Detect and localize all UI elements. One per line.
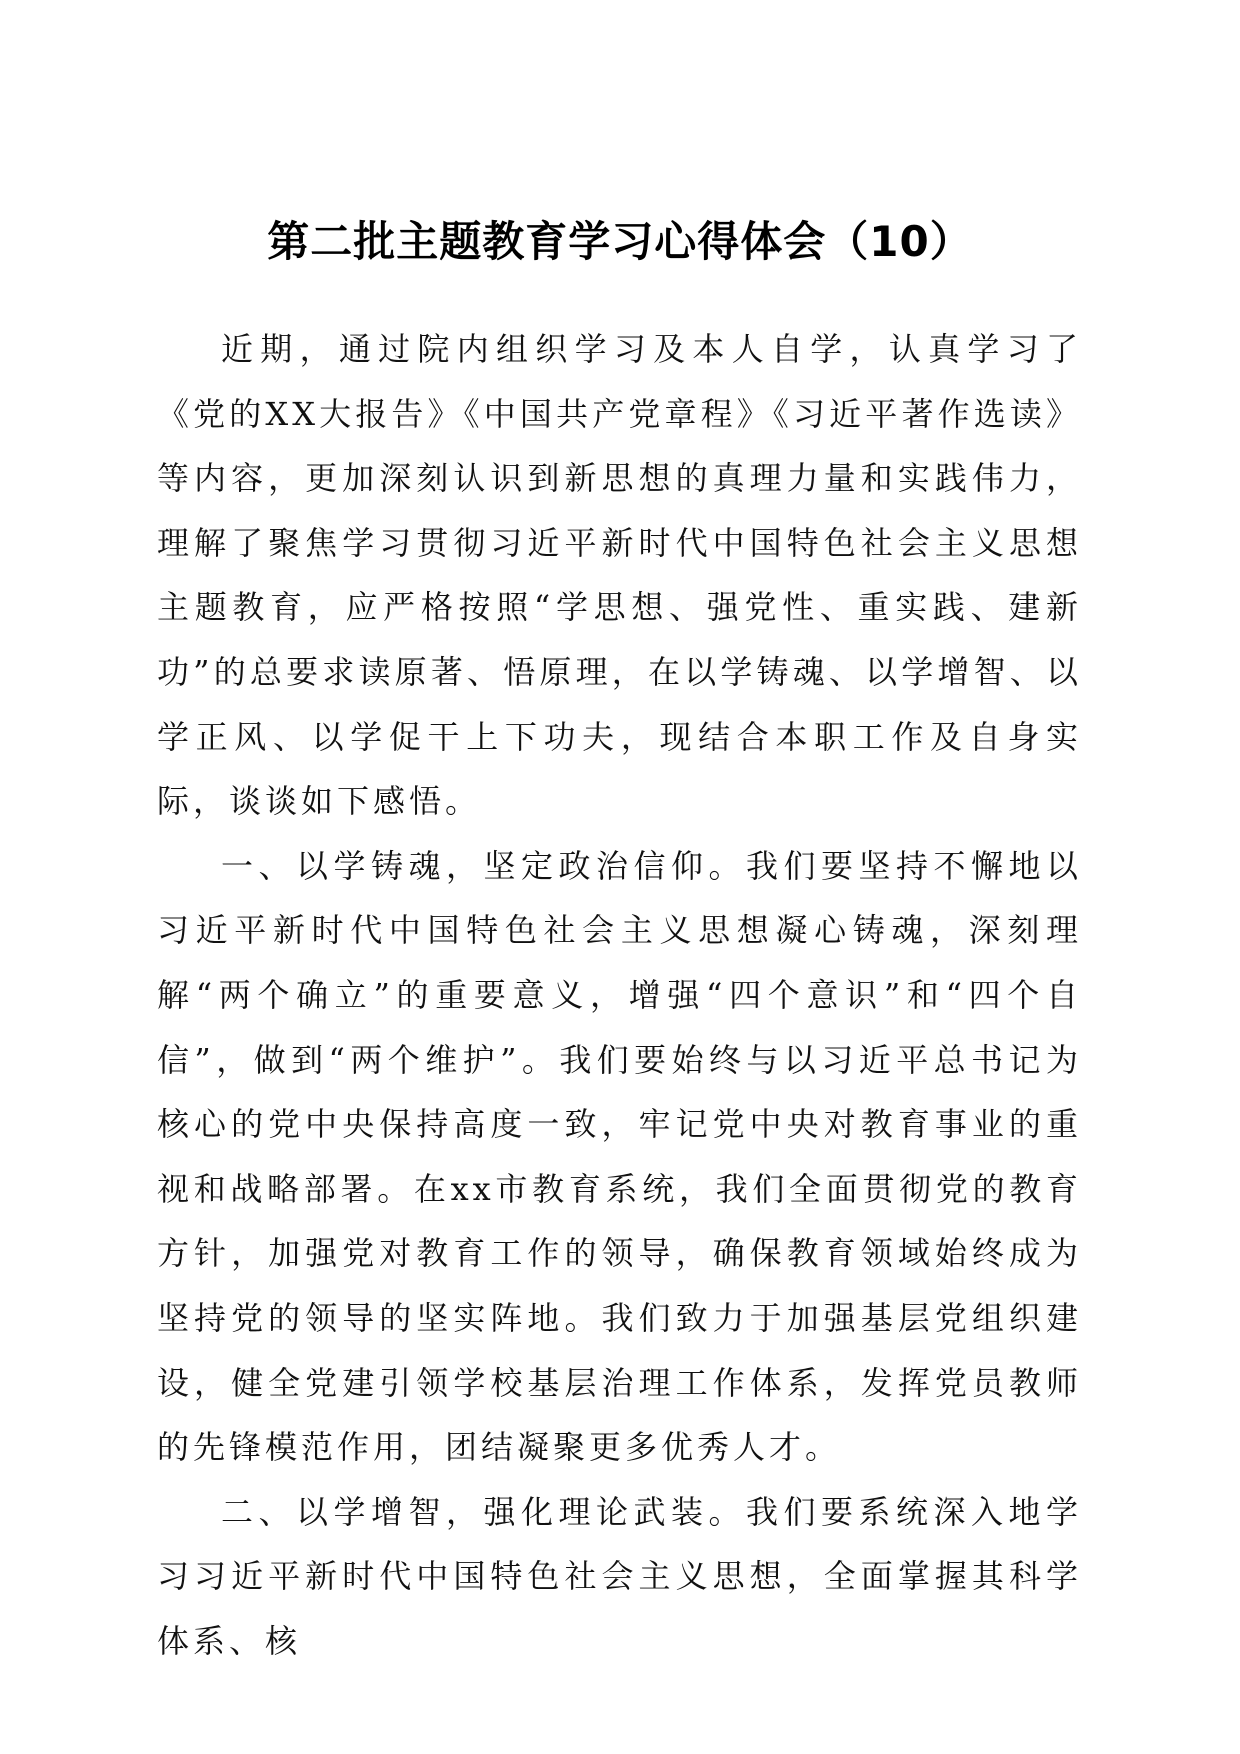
paragraph-section-2: 二、以学增智，强化理论武装。我们要系统深入地学习习近平新时代中国特色社会主义思想，全面掌握其科学体系、核 xyxy=(157,1492,1082,1660)
document-body xyxy=(157,317,1082,1673)
paragraph-section-1: 一、以学铸魂，坚定政治信仰。我们要坚持不懈地以习近平新时代中国特色社会主义思想凝心铸魂，深刻理解“两个确立”的重要意义，增强“四个意识”和“四个自信”，做到“两个维护”。我们要始终与以习近平总书记为核心的党中央保持高度一致，牢记党中央对教育事业的重视和战略部署。在xx市教育系统，我们全面贯彻党的教育方针，加强党对教育工作的领导，确保教育领域始终成为坚持党的领导的坚实阵地。我们致力于加强基层党组织建设，健全党建引领学校基层治理工作体系，发挥党员教师的先锋模范作用，团结凝聚更多优秀人才。 xyxy=(157,846,1082,1467)
document-title: 第二批主题教育学习心得体会（10） xyxy=(267,217,973,266)
paragraph-intro: 近期，通过院内组织学习及本人自学，认真学习了《党的XX大报告》《中国共产党章程》《习近平著作选读》等内容，更加深刻认识到新思想的真理力量和实践伟力，理解了聚焦学习贯彻习近平新时代中国特色社会主义思想主题教育，应严格按照“学思想、强党性、重实践、建新功”的总要求读原著、悟原理，在以学铸魂、以学增智、以学正风、以学促干上下功夫，现结合本职工作及自身实际，谈谈如下感悟。 xyxy=(157,330,1082,821)
